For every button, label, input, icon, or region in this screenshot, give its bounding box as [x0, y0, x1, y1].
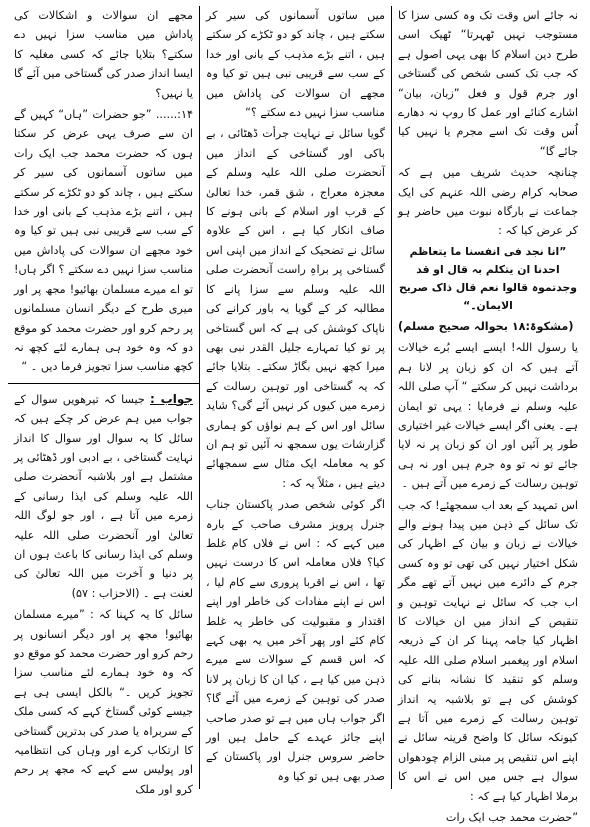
paragraph: جیسا کہ تیرھویں سوال کے جواب میں ہم عرض کر چکے ہیں کہ سائل کا یہ سوال اور سوال کا انداز نہایت گستاخی ، بے ادبی اور ڈھٹائی پر مشتمل ہے اور بلاشبہ آنحضرت صلی اللہ علیہ وسلم کی ایذا رسانی کے زمرے میں آتا ہے ، اور جو لوگ اللہ تعالیٰ اور آنحضرت صلی اللہ علیہ وسلم کی ایذا رسانی کا باعث ہوں ان پر دنیا و آخرت میں اللہ تعالیٰ کی لعنت ہے ۔ (الاحزاب : ۵۷) — [14, 392, 193, 600]
paragraph: چنانچہ حدیث شریف میں ہے کہ صحابہ کرام رضی اللہ عنہم کی ایک جماعت نے بارگاہ نبوت میں حاضر ہو کر عرض کیا کہ : — [398, 166, 578, 238]
citation: (مشکوۃ:۱۸ بحوالہ صحیح مسلم) — [398, 319, 574, 333]
paragraph: ۱۴:...... ”جو حضرات ”ہاں“ کہیں گے ان سے صرف یہی عرض کر سکتا ہوں کہ حضرت محمد جب ایک رات میں ساتوں آسمانوں کی سیر کر سکتے ہیں ، چاند کو دو ٹکڑے کر سکتے ہیں ، اتنے بڑے مذہب کے بانی اور خدا کے سب سے قریبی نبی ہیں تو کیا وہ خود مجھے ان سوالات کی پاداش میں مناسب سزا نہیں دے سکتے ؟ اگر ہاں! تو اے میرے مسلمان بھائیو! مجھ پر اور میری طرح کے دیگر انسان مسلمانوں پر رحم کرو اور حضرت محمد کو موقع دو کہ وہ خود ہی ہمارے لئے کچھ نہ کچھ مناسب سزا تجویز فرما دیں ۔ “ — [14, 108, 193, 374]
paragraph: سائل کا یہ کہنا کہ : ”میرے مسلمان بھائیو! مجھ پر اور دیگر انسانوں پر رحم کرو اور حضرت محمد کو موقع دو کہ وہ خود ہمارے لئے مناسب سزا تجویز کریں ۔“ بالکل ایسی ہی ہے جیسے کوئی گستاخ کہے کہ کسی ملک کے سربراہ یا صدر کی بدترین گستاخی کا ارتکاب کرے اور وہاں کی انتظامیہ اور پولیس سے کہے کہ مجھ پر رحم کرو اور ملک — [14, 608, 193, 796]
column-middle — [200, 6, 392, 789]
paragraph: اگر کوئی شخص صدر پاکستان جناب جنرل پرویز مشرف صاحب کے بارہ میں کہے کہ : اس نے فلاں کام غلط کیا؟ فلاں معاملہ اس کا درست نہیں تھا ، اس نے اقربا پروری سے کام لیا ، اس نے اپنے مفادات کی خاطر اور اپنے اقتدار و مقبولیت کی خاطر یہ غلط کام کئے اور پھر آخر میں یہ بھی کہے کہ اس قسم کے سوالات سے میرے ذہن میں کیا ہے ، کیا ان کا زبان پر لانا صدر کی توہین کے زمرے میں آئے گا؟ اگر جواب ہاں میں ہے تو صدر صاحب اپنے جائز عہدے کے حامل ہیں اور حاضر سروس جنرل اور پاکستان کے صدر بھی ہیں تو کیا وہ — [206, 498, 385, 783]
column-right — [392, 6, 584, 825]
paragraph: مجھے ان سوالات و اشکالات کی پاداش میں مناسب سزا نہیں دے سکتے؟ بتلایا جائے کہ کسی مغلیہ کا ایسا انداز صدر کی گستاخی میں آئے گا یا نہیں؟ — [14, 9, 193, 100]
column-left — [8, 6, 200, 796]
paragraph: یا رسول اللہ! ایسے ایسے بُرے خیالات آتے ہیں کہ ان کو زبان پر لانا ہم برداشت نہیں کر سکتے “ آپ صلی اللہ علیہ وسلم نے فرمایا : یہی تو ایمان ہے۔ یعنی اگر ایسے خیالات غیر اختیاری طور پر آئیں اور ان کو زبان پر نہ لایا جائے تو نہ تو وہ جرم ہیں اور نہ ہی توہین رسالت کے زمرے میں آتے ہیں ۔ — [398, 341, 578, 491]
paragraph: اس تمہید کے بعد اب سمجھئے! کہ جب تک سائل کے ذہن میں پیدا ہونے والے خیالات نے زبان و بیان کے اظہار کی شکل اختیار نہیں کی تھی تو وہ کسی جرم کے دائرے میں نہیں آتے تھے مگر اب جب کہ سائل نے نہایت توہین و تنقیص کے انداز میں ان خیالات کا اظہار کیا جامہ پہنا کر ان کے ذریعہ اسلام اور پیغمبر اسلام صلی اللہ علیہ وسلم کو تنقید کا نشانہ بنانے کی کوشش کی ہے تو بلاشبہ یہ انداز توہین رسالت کے زمرے میں آتا ہے کیونکہ سائل کا واضح قرینہ سائل نے اپنے اس تنقیص پر مبنی الزام چودھواں سوال ہے جس میں اس نے اس کا برملا اظہار کیا ہے کہ : — [398, 498, 578, 803]
paragraph: میں ساتوں آسمانوں کی سیر کر سکتے ہیں ، چاند کو دو ٹکڑے کر سکتے ہیں ، اتنے بڑے مذہب کے بانی اور خدا کے سب سے قریبی نبی ہیں تو کیا وہ مجھے ان سوالات کی پاداش میں مناسب سزا نہیں دے سکتے ؟“ — [206, 9, 385, 120]
paragraph: ”حضرت محمد جب ایک رات — [445, 811, 578, 825]
arabic-hadith: ”انا نجد فی انفسنا ما یتعاظم احدنا ان یتکلم بہ قال او قد وجدتموہ قالوا نعم قال ذاک صریح الایمان۔“ — [399, 244, 577, 312]
paragraph: نہ جائے اس وقت تک وہ کسی سزا کا مستوجب نہیں ٹھہرتا“ ٹھیک اسی طرح دین اسلام کا بھی یہی اصول ہے کہ جب تک کسی شخص کی گستاخی اور جرم قول و فعل ”زبان، بیان“ اشارے کنائے اور عمل کا روپ نہ دھارے اُس وقت تک اسے مجرم یا نہیں کیا جائے گا“ — [398, 9, 578, 158]
paragraph: گویا سائل نے نہایت جرأت ڈھٹائی ، بے باکی اور گستاخی کے انداز میں آنحضرت صلی اللہ علیہ وسلم کے معجزہ معراج ، شق قمر، خدا تعالیٰ کے قرب اور اسلام کے بانی ہونے کا صاف انکار کیا ہے ، اس کے علاوہ سائل نے تضحیک کے انداز میں اپنی اس گستاخی پر براہِ راست آنحضرت صلی اللہ علیہ وسلم سے سزا پانے کا مطالبہ کر کے گویا یہ باور کرانے کی ناپاک کوشش کی ہے کہ اس گستاخی پر تو کیا تمہارے جلیل القدر نبی بھی میرا کچھ نہیں بگاڑ سکتے۔ بتلایا جائے کہ یہ گستاخی اور توہین رسالت کے زمرے میں کیوں کر نہیں آئے گی؟ شاید سائل اور اس کے ہم نواؤں کو ہماری گزارشات یوں سمجھ نہ آئیں تو ہم ان کو یہ معاملہ ایک مثال سے سمجھائے دیتے ہیں ، مثلاً یہ کہ : — [206, 127, 385, 490]
section-divider — [8, 383, 199, 384]
answer-heading: جواب : — [150, 391, 193, 406]
